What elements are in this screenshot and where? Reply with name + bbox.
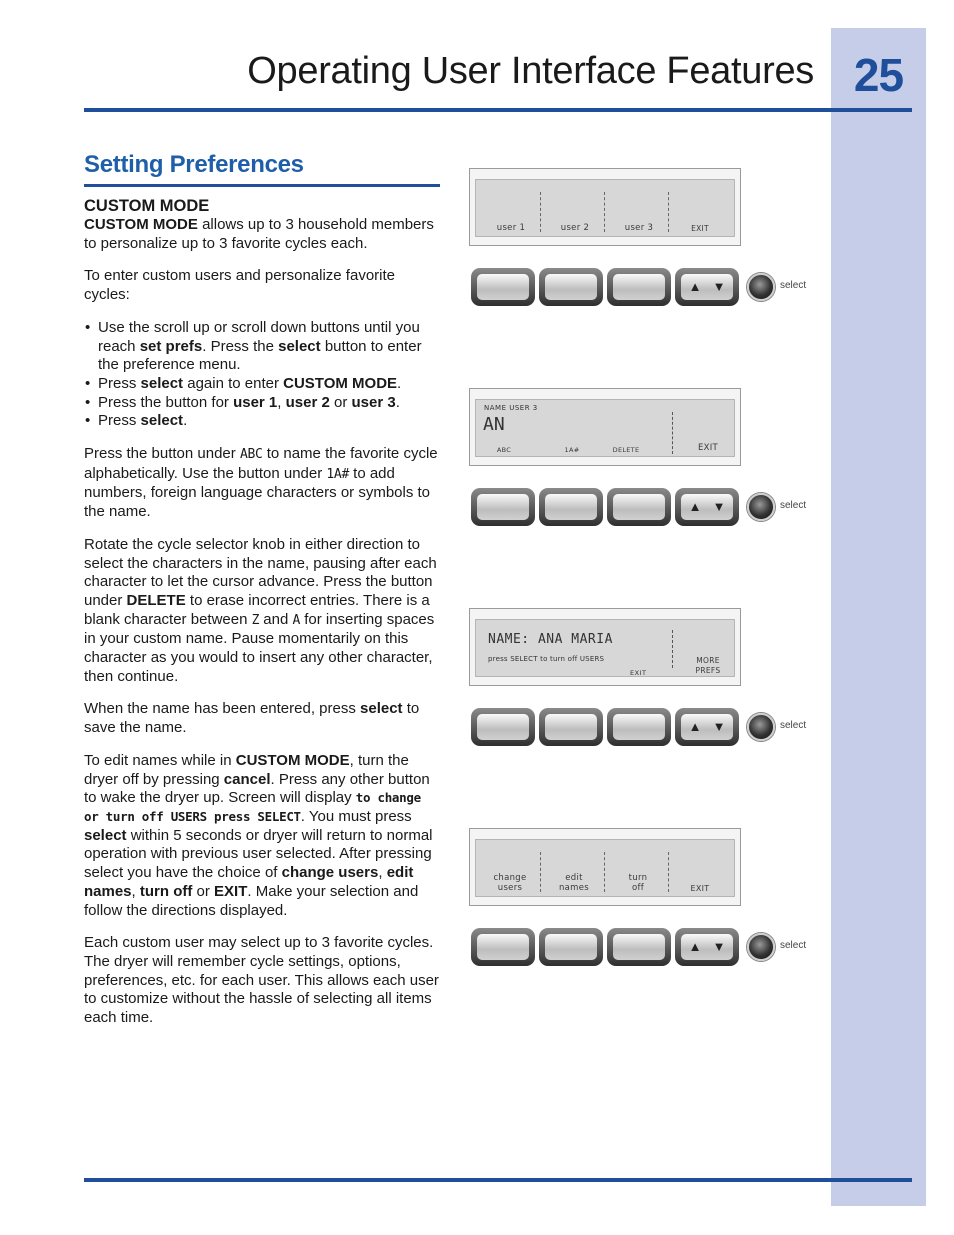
list-item: • Press the button for user 1, user 2 or user 3.	[84, 394, 442, 413]
soft-button-3[interactable]	[607, 708, 671, 746]
body-text	[84, 196, 442, 1042]
lcd-name-display: NAME: ANA MARIA	[488, 632, 613, 647]
scroll-up-icon[interactable]: ▲	[688, 279, 702, 294]
soft-button-3[interactable]	[607, 488, 671, 526]
scroll-up-icon[interactable]: ▲	[688, 939, 702, 954]
paragraph: Rotate the cycle selector knob in either direction to select the characters in the name, pausing after each character to let the cursor advance. Press the button under DELETE to erase incorrect entries. There is a blank character between Z and A for inserting spaces in your custom name. Pause momentarily on this character as you would to insert any other character, then continue.	[84, 535, 437, 685]
lcd-panel-edit-menu	[469, 828, 741, 906]
select-label: select	[780, 500, 807, 511]
section-title: Setting Preferences	[84, 151, 304, 178]
soft-button-2[interactable]	[539, 708, 603, 746]
lcd-separator	[672, 412, 673, 454]
scroll-up-icon[interactable]: ▲	[688, 719, 702, 734]
lcd-screen	[475, 399, 735, 457]
lcd-header: NAME USER 3	[484, 404, 538, 412]
section-rule	[84, 184, 440, 187]
lcd-label-exit: EXIT	[630, 669, 647, 677]
scroll-down-icon[interactable]: ▼	[712, 279, 726, 294]
lcd-screen	[475, 619, 735, 677]
scroll-buttons[interactable]	[675, 268, 739, 306]
paragraph: When the name has been entered, press select to save the name.	[84, 700, 420, 737]
lcd-separator	[668, 192, 669, 232]
lcd-hint: press SELECT to turn off USERS	[488, 655, 605, 663]
lcd-label-delete: DELETE	[612, 446, 640, 454]
paragraph: Each custom user may select up to 3 favorite cycles. The dryer will remember cycle settings, options, preferences, etc. for each user. This allows each user to customize without the hassle of selecting all items each time.	[84, 934, 439, 1027]
select-knob[interactable]	[747, 493, 775, 521]
soft-button-1[interactable]	[471, 488, 535, 526]
soft-button-2[interactable]	[539, 928, 603, 966]
lcd-name-entry: AN	[483, 414, 505, 435]
scroll-down-icon[interactable]: ▼	[712, 499, 726, 514]
lcd-screen	[475, 839, 735, 897]
lcd-label-user3: user 3	[624, 223, 654, 233]
lcd-separator	[672, 630, 673, 668]
scroll-buttons[interactable]	[675, 928, 739, 966]
select-label: select	[780, 280, 807, 291]
paragraph: CUSTOM MODE allows up to 3 household members to personalize up to 3 favorite cycles each.	[84, 216, 434, 252]
control-buttons-row	[471, 708, 816, 748]
control-buttons-row	[471, 928, 816, 968]
select-knob[interactable]	[747, 933, 775, 961]
scroll-up-icon[interactable]: ▲	[688, 499, 702, 514]
lcd-panel-name-user	[469, 388, 741, 466]
lcd-separator	[540, 852, 541, 892]
list-item: • Use the scroll up or scroll down buttons until you reach set prefs. Press the select button to enter the preference menu.	[84, 319, 442, 375]
scroll-down-icon[interactable]: ▼	[712, 939, 726, 954]
select-knob[interactable]	[747, 713, 775, 741]
instruction-list	[84, 319, 442, 431]
lcd-label-more: MORE PREFS	[695, 656, 721, 675]
control-buttons-row	[471, 488, 816, 528]
paragraph: Press the button under ABC to name the favorite cycle alphabetically. Use the button under 1A# to add numbers, foreign language characters or symbols to the name.	[84, 445, 438, 521]
scroll-down-icon[interactable]: ▼	[712, 719, 726, 734]
side-band	[831, 28, 926, 1206]
paragraph: To enter custom users and personalize favorite cycles:	[84, 267, 395, 304]
soft-button-1[interactable]	[471, 928, 535, 966]
lcd-label-user1: user 1	[496, 223, 526, 233]
lcd-separator	[540, 192, 541, 232]
soft-button-3[interactable]	[607, 928, 671, 966]
lcd-panel-name-saved	[469, 608, 741, 686]
header-rule	[84, 108, 912, 112]
soft-button-1[interactable]	[471, 708, 535, 746]
list-item: • Press select.	[84, 412, 442, 431]
lcd-label-abc: ABC	[496, 446, 512, 454]
page-number: 25	[853, 49, 904, 101]
lcd-separator	[668, 852, 669, 892]
lcd-panel-users	[469, 168, 741, 246]
soft-button-2[interactable]	[539, 488, 603, 526]
soft-button-1[interactable]	[471, 268, 535, 306]
lcd-label-turn-off: turn off	[628, 873, 648, 893]
paragraph: To edit names while in CUSTOM MODE, turn the dryer off by pressing cancel. Press any other button to wake the dryer up. Screen will display to change or turn off USERS press SELECT. You must press select within 5 seconds or dryer will return to normal operation with previous user selected. After pressing select you have the choice of change users, edit names, turn off or EXIT. Make your selection and follow the directions displayed.	[84, 751, 433, 919]
lcd-label-exit: EXIT	[691, 224, 709, 233]
lcd-label-user2: user 2	[560, 223, 590, 233]
lcd-label-change-users: change users	[493, 873, 527, 893]
select-label: select	[780, 720, 807, 731]
soft-button-3[interactable]	[607, 268, 671, 306]
select-label: select	[780, 940, 807, 951]
lcd-separator	[604, 852, 605, 892]
footer-rule	[84, 1178, 912, 1182]
lcd-label-exit: EXIT	[690, 884, 710, 893]
lcd-label-edit-names: edit names	[558, 873, 590, 893]
list-item: • Press select again to enter CUSTOM MODE.	[84, 375, 442, 394]
control-buttons-row	[471, 268, 816, 308]
page-title: Operating User Interface Features	[247, 50, 814, 92]
select-knob[interactable]	[747, 273, 775, 301]
scroll-buttons[interactable]	[675, 488, 739, 526]
lcd-separator	[604, 192, 605, 232]
lcd-screen	[475, 179, 735, 237]
lcd-label-num: 1A#	[564, 446, 580, 454]
lcd-label-exit: EXIT	[697, 443, 719, 453]
subsection-title: CUSTOM MODE	[84, 197, 210, 215]
soft-button-2[interactable]	[539, 268, 603, 306]
scroll-buttons[interactable]	[675, 708, 739, 746]
